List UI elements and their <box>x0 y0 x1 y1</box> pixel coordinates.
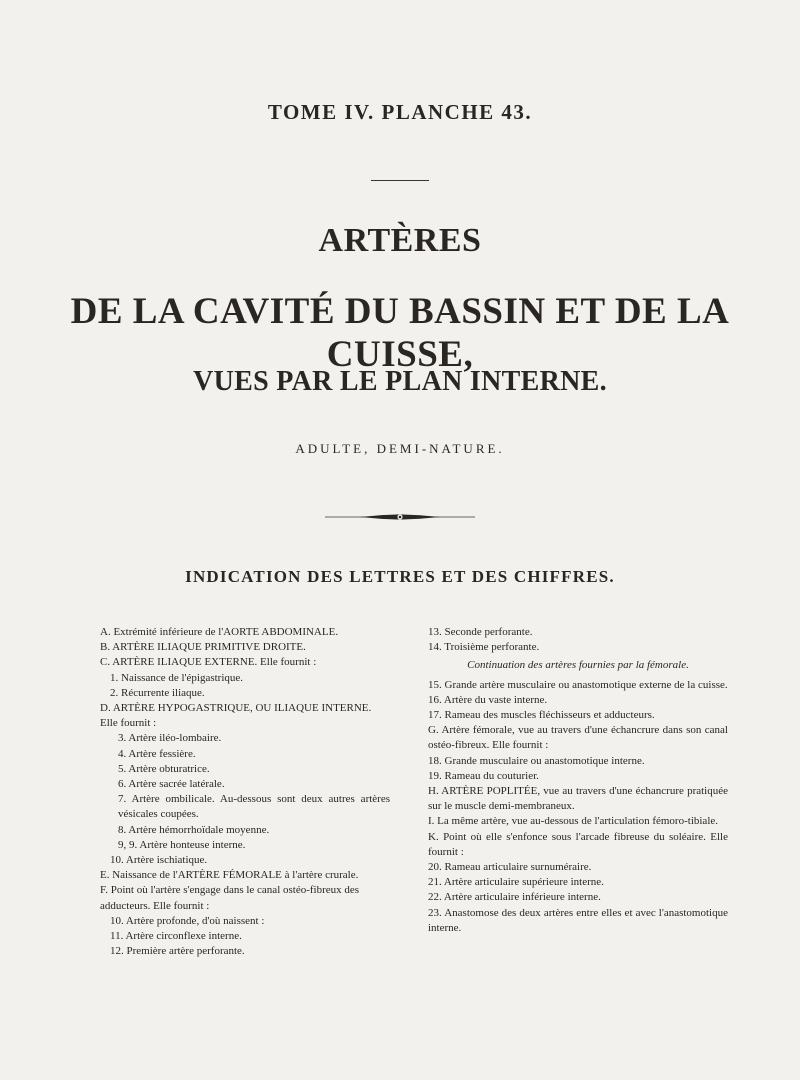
legend-item: B. ARTÈRE ILIAQUE PRIMITIVE DROITE. <box>100 641 306 654</box>
legend-item: D. ARTÈRE HYPOGASTRIQUE, OU ILIAQUE INTERNE. Elle fournit : <box>100 702 372 730</box>
legend-item: 4. Artère fessière. <box>118 747 196 760</box>
legend-item: 23. Anastomose des deux artères entre elles et avec l'anastomotique interne. <box>428 906 728 934</box>
continuation-heading: Continuation des artères fournies par la fémorale. <box>467 659 689 672</box>
legend-item: 17. Rameau des muscles fléchisseurs et adducteurs. <box>428 709 655 722</box>
legend-item: 16. Artère du vaste interne. <box>428 693 548 706</box>
legend-item: 19. Rameau du couturier. <box>428 769 539 782</box>
page-title-line-2: DE LA CAVITÉ DU BASSIN ET DE LA CUISSE, <box>70 291 730 375</box>
legend-item: 21. Artère articulaire supérieure interne. <box>428 876 604 889</box>
legend-item: C. ARTÈRE ILIAQUE EXTERNE. Elle fournit : <box>100 656 317 669</box>
legend-item: 6. Artère sacrée latérale. <box>118 778 225 791</box>
legend-item: 3. Artère iléo-lombaire. <box>118 732 222 745</box>
subtitle: ADULTE, DEMI-NATURE. <box>295 441 505 456</box>
legend-item: 10. Artère profonde, d'où naissent : <box>110 914 265 927</box>
legend-item: F. Point où l'artère s'engage dans le canal ostéo-fibreux des adducteurs. Elle fournit : <box>100 884 360 912</box>
ornament-divider <box>300 510 500 524</box>
divider-rule <box>371 180 429 181</box>
legend-right-column <box>428 625 728 936</box>
legend-item: 9, 9. Artère honteuse interne. <box>118 838 246 851</box>
plate-header: TOME IV. PLANCHE 43. <box>267 100 533 124</box>
legend-item: 18. Grande musculaire ou anastomotique interne. <box>428 754 645 767</box>
legend-item: 1. Naissance de l'épigastrique. <box>110 671 244 684</box>
legend-item: 22. Artère articulaire inférieure interne. <box>428 891 601 904</box>
legend-item: G. Artère fémorale, vue au travers d'une échancrure dans son canal ostéo-fibreux. Elle fournit : <box>428 724 728 752</box>
legend-item: E. Naissance de l'ARTÈRE FÉMORALE à l'artère crurale. <box>100 869 359 882</box>
legend-item: 14. Troisième perforante. <box>428 641 540 654</box>
legend-item: 11. Artère circonflexe interne. <box>110 930 242 943</box>
legend-item: I. La même artère, vue au-dessous de l'articulation fémoro-tibiale. <box>428 815 719 828</box>
legend-item: 2. Récurrente iliaque. <box>110 686 205 699</box>
legend-item: 7. Artère ombilicale. Au-dessous sont deux autres artères vésicales coupées. <box>118 793 390 821</box>
legend-item: H. ARTÈRE POPLITÉE, vue au travers d'une échancrure pratiquée sur le muscle demi-membraneux. <box>428 785 728 813</box>
legend-item: 8. Artère hémorrhoïdale moyenne. <box>118 823 270 836</box>
legend-item: K. Point où elle s'enfonce sous l'arcade fibreuse du soléaire. Elle fournit : <box>428 830 728 858</box>
legend-item: 10. Artère ischiatique. <box>110 854 208 867</box>
page-title-line-1: ARTÈRES <box>318 222 482 259</box>
legend-item: 5. Artère obturatrice. <box>118 762 210 775</box>
legend-item: A. Extrémité inférieure de l'AORTE ABDOMINALE. <box>100 626 339 638</box>
legend-item: 13. Seconde perforante. <box>428 626 533 638</box>
legend-item: 15. Grande artère musculaire ou anastomotique externe de la cuisse. <box>428 678 728 691</box>
section-heading: INDICATION DES LETTRES ET DES CHIFFRES. <box>185 567 615 586</box>
legend-left-column <box>100 625 390 959</box>
legend-item: 12. Première artère perforante. <box>110 945 245 958</box>
legend-item: 20. Rameau articulaire surnuméraire. <box>428 861 592 874</box>
page-title-line-3: VUES PAR LE PLAN INTERNE. <box>193 366 607 397</box>
